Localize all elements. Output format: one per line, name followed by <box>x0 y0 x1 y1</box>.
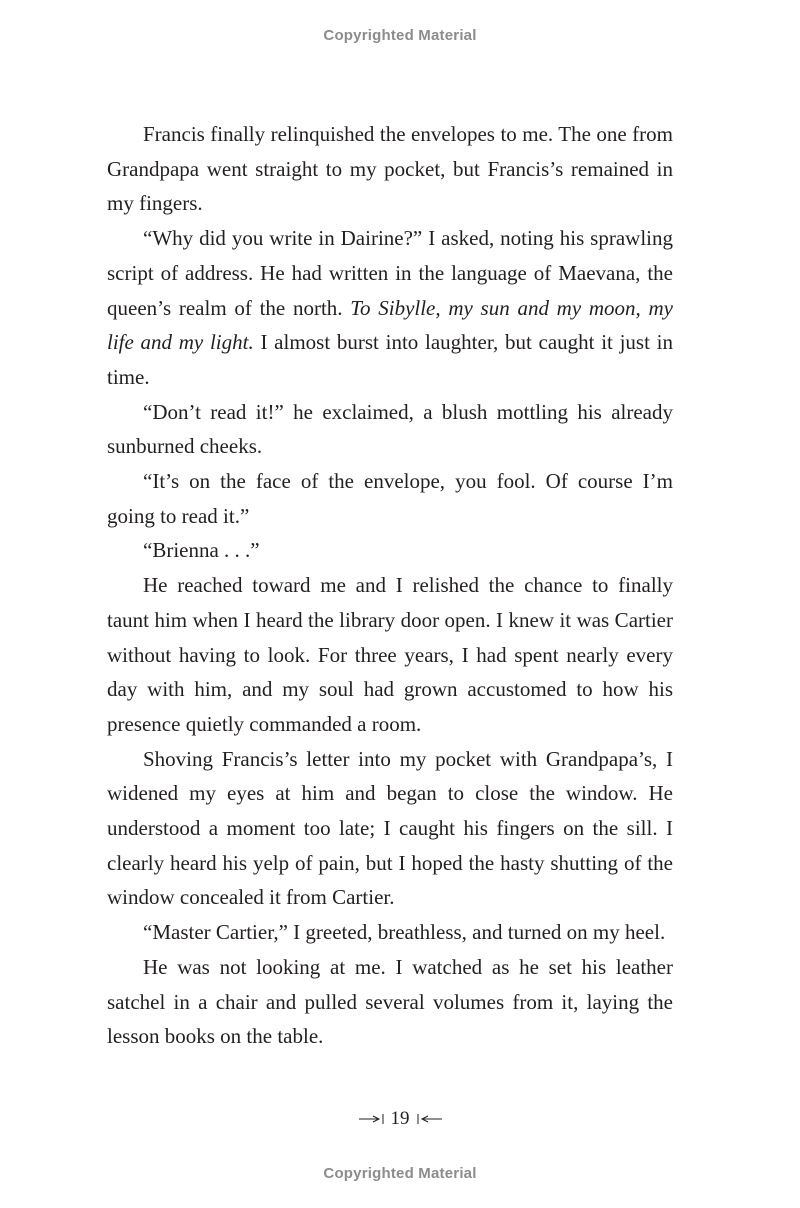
paragraph: “Master Cartier,” I greeted, breathless, and turned on my heel. <box>143 920 666 945</box>
paragraph: Shoving Francis’s letter into my pocket with Grandpapa’s, I widened my eyes at him and began to close the window. He understood a moment too late; I caught his fingers on the sill. I clearly heard his yelp of pain, but I hoped the hasty shutting of the window concealed it from Cartier. <box>107 746 673 910</box>
paragraph: “Don’t read it!” he exclaimed, a blush mottling his already sunburned cheeks. <box>107 399 673 459</box>
paragraph <box>107 221 673 395</box>
left-ornament-icon <box>359 1113 387 1125</box>
page-body <box>107 117 673 1054</box>
copyright-footer: Copyrighted Material <box>323 1165 477 1182</box>
page-number: 19 <box>390 1108 410 1129</box>
right-ornament-icon <box>414 1113 442 1125</box>
paragraph-text-before-italic: “Why did you write in Dairine?” I asked, noting his sprawling script of address. He had written in the language of Maevana, the queen’s realm of the north. <box>107 226 673 320</box>
paragraph: “It’s on the face of the envelope, you fool. Of course I’m going to read it.” <box>107 469 673 528</box>
page-number-block <box>0 1108 800 1130</box>
paragraph: “Brienna . . .” <box>143 538 260 563</box>
paragraph-text-after-italic: I almost burst into laughter, but caught it just in time. <box>107 330 673 389</box>
italic-envelope-address: To Sibylle, my sun and my moon, my life and my light. <box>107 295 673 355</box>
paragraph: Francis finally relinquished the envelopes to me. The one from Grandpapa went straight to my pocket, but Francis’s remained in my fingers. <box>107 122 673 216</box>
paragraph: He was not looking at me. I watched as he set his leather satchel in a chair and pulled several volumes from it, laying the lesson books on the table. <box>107 954 673 1049</box>
copyright-header: Copyrighted Material <box>323 27 477 44</box>
paragraph: He reached toward me and I relished the chance to finally taunt him when I heard the library door open. I knew it was Cartier without having to look. For three years, I had spent nearly every day with him, and my soul had grown accustomed to how his presence quietly commanded a room. <box>107 573 673 736</box>
